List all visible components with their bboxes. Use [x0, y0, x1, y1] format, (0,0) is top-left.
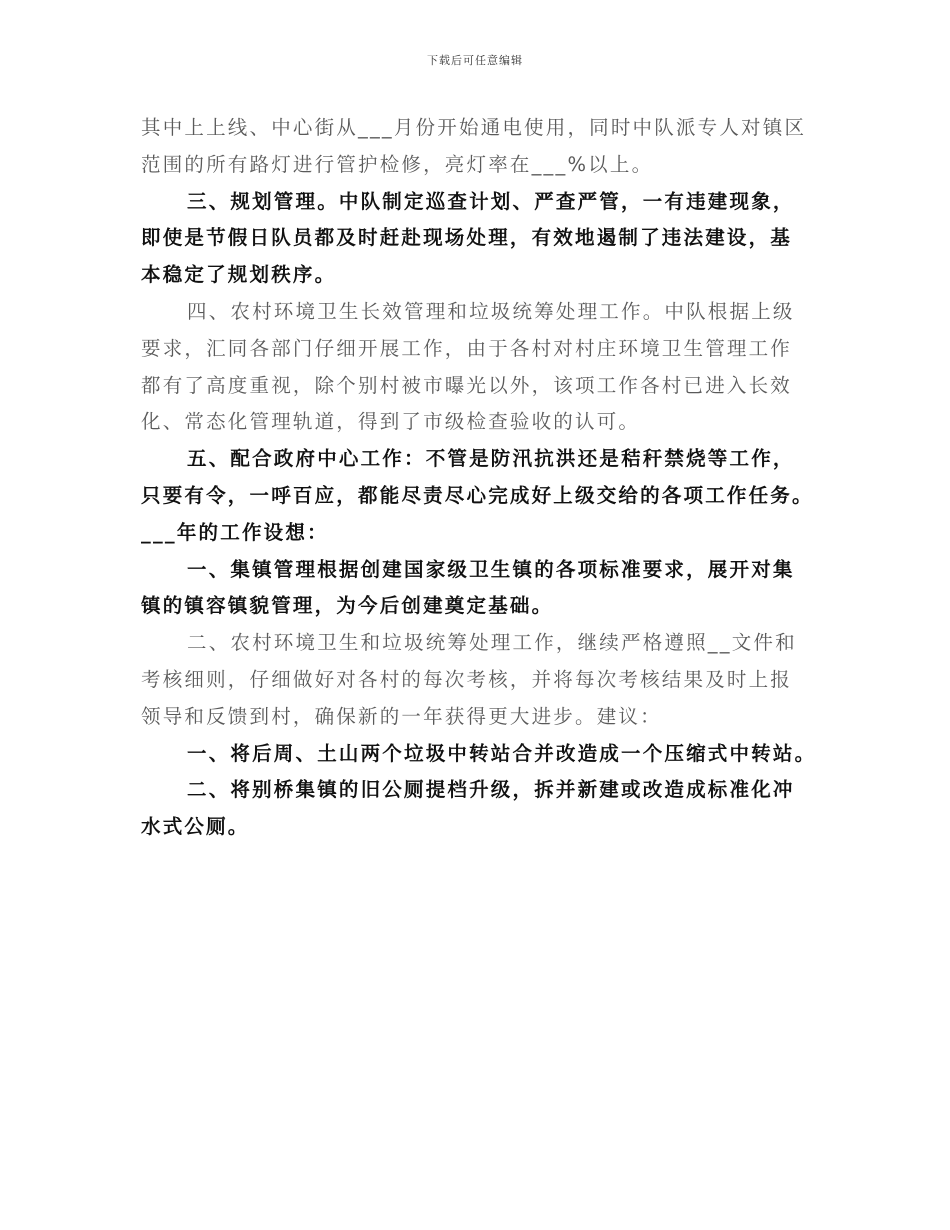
text-line: 都有了高度重视，除个别村被市曝光以外，该项工作各村已进入长效 — [141, 373, 793, 397]
text-line: 化、常态化管理轨道，得到了市级检查验收的认可。 — [141, 410, 641, 434]
page-header: 下载后可任意编辑 — [427, 54, 523, 67]
text-line: 二、农村环境卫生和垃圾统筹处理工作，继续严格遵照__文件和 — [187, 631, 797, 655]
paragraph — [141, 736, 817, 773]
text-line: 本稳定了规划秩序。 — [141, 263, 337, 287]
text-line: 五、配合政府中心工作：不管是防汛抗洪还是秸秆禁烧等工作， — [187, 447, 795, 471]
text-line: 只要有令，一呼百应，都能尽责尽心完成好上级交给的各项工作任务。 — [141, 483, 814, 507]
text-line: 领导和反馈到村，确保新的一年获得更大进步。建议： — [141, 704, 662, 728]
text-line: 考核细则，仔细做好对各村的每次考核，并将每次考核结果及时上报 — [141, 667, 793, 691]
text-line: 要求，汇同各部门仔细开展工作，由于各村对村庄环境卫生管理工作 — [141, 336, 793, 360]
text-line: 水式公厕。 — [141, 815, 250, 839]
paragraph — [141, 772, 813, 846]
paragraph — [141, 625, 813, 735]
text-line: 其中上上线、中心街从___月份开始通电使用，同时中队派专人对镇区 — [141, 116, 807, 139]
paragraph — [141, 552, 813, 626]
text-line: 即使是节假日队员都及时赶赴现场处理，有效地遏制了违法建设，基 — [141, 226, 793, 250]
paragraph — [141, 441, 813, 551]
document-body — [141, 110, 817, 846]
text-line: 一、集镇管理根据创建国家级卫生镇的各项标准要求，展开对集 — [187, 557, 795, 581]
text-line: 二、将别桥集镇的旧公厕提档升级，拆并新建或改造成标准化冲 — [187, 778, 795, 802]
paragraph — [141, 184, 813, 294]
text-line: ___年的工作设想： — [141, 520, 329, 544]
text-line: 镇的镇容镇貌管理，为今后创建奠定基础。 — [141, 594, 554, 618]
text-line: 一、将后周、土山两个垃圾中转站合并改造成一个压缩式中转站。 — [187, 741, 817, 765]
text-line: 范围的所有路灯进行管护检修，亮灯率在___%以上。 — [141, 152, 654, 176]
paragraph — [141, 110, 813, 184]
text-line: 四、农村环境卫生长效管理和垃圾统筹处理工作。中队根据上级 — [187, 299, 795, 323]
text-line: 三、规划管理。中队制定巡查计划、严查严管，一有违建现象， — [187, 189, 795, 213]
paragraph — [141, 294, 813, 441]
